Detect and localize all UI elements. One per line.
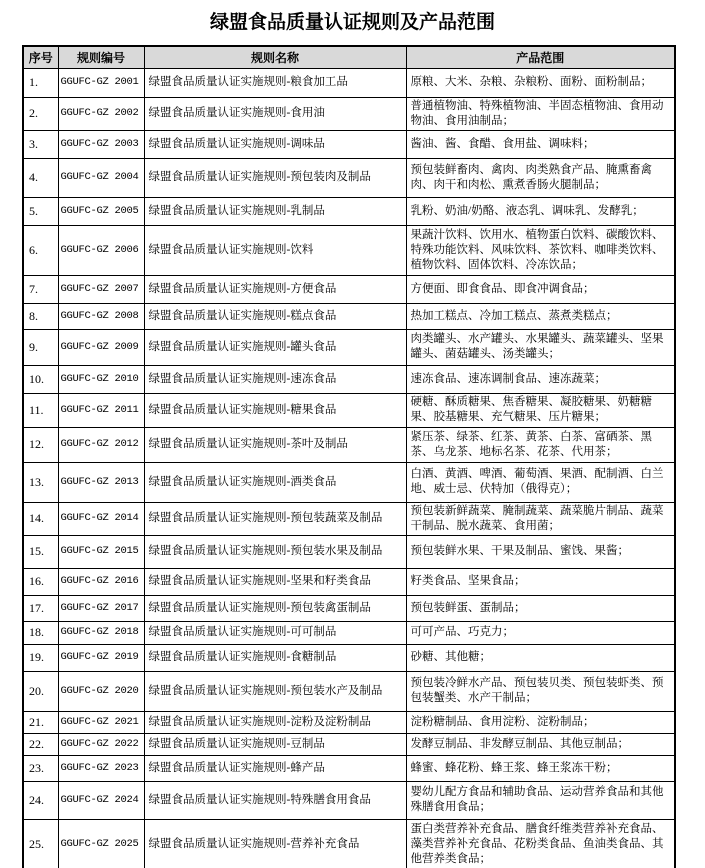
cell-rule-code: GGUFC-GZ 2022 xyxy=(58,733,144,755)
cell-rule-name: 绿盟食品质量认证实施规则-粮食加工品 xyxy=(144,68,406,97)
cell-serial: 6. xyxy=(23,225,58,275)
cell-rule-code: GGUFC-GZ 2025 xyxy=(58,819,144,868)
cell-rule-name: 绿盟食品质量认证实施规则-乳制品 xyxy=(144,197,406,225)
cell-product-scope: 原粮、大米、杂粮、杂粮粉、面粉、面粉制品； xyxy=(406,68,675,97)
cell-product-scope: 蛋白类营养补充食品、膳食纤维类营养补充食品、藻类营养补充食品、花粉类食品、鱼油类食品、其他营养类食品； xyxy=(406,819,675,868)
cell-product-scope: 预包装鲜蛋、蛋制品； xyxy=(406,595,675,621)
cell-serial: 16. xyxy=(23,568,58,595)
cell-product-scope: 肉类罐头、水产罐头、水果罐头、蔬菜罐头、坚果罐头、菌菇罐头、汤类罐头； xyxy=(406,329,675,365)
cell-rule-code: GGUFC-GZ 2024 xyxy=(58,781,144,819)
cell-rule-name: 绿盟食品质量认证实施规则-糖果食品 xyxy=(144,393,406,427)
cell-serial: 5. xyxy=(23,197,58,225)
table-row xyxy=(23,755,675,781)
cell-serial: 9. xyxy=(23,329,58,365)
table-row xyxy=(23,711,675,733)
cell-serial: 2. xyxy=(23,97,58,130)
table-header-row xyxy=(23,46,675,68)
cell-rule-name: 绿盟食品质量认证实施规则-可可制品 xyxy=(144,621,406,644)
table-row xyxy=(23,781,675,819)
table-row xyxy=(23,158,675,197)
table-row xyxy=(23,97,675,130)
cell-rule-name: 绿盟食品质量认证实施规则-糕点食品 xyxy=(144,303,406,329)
cell-rule-code: GGUFC-GZ 2008 xyxy=(58,303,144,329)
cell-rule-code: GGUFC-GZ 2017 xyxy=(58,595,144,621)
table-row xyxy=(23,568,675,595)
cell-serial: 7. xyxy=(23,275,58,303)
cell-product-scope: 酱油、酱、食醋、食用盐、调味料； xyxy=(406,130,675,158)
cell-rule-name: 绿盟食品质量认证实施规则-预包装水果及制品 xyxy=(144,535,406,568)
cell-serial: 4. xyxy=(23,158,58,197)
table-row xyxy=(23,595,675,621)
table-row xyxy=(23,819,675,868)
cell-rule-code: GGUFC-GZ 2001 xyxy=(58,68,144,97)
cell-rule-code: GGUFC-GZ 2006 xyxy=(58,225,144,275)
table-row xyxy=(23,462,675,502)
cell-rule-name: 绿盟食品质量认证实施规则-罐头食品 xyxy=(144,329,406,365)
cell-product-scope: 普通植物油、特殊植物油、半固态植物油、食用动物油、食用油制品； xyxy=(406,97,675,130)
table-row xyxy=(23,535,675,568)
table-row xyxy=(23,393,675,427)
table-row xyxy=(23,427,675,462)
cell-rule-name: 绿盟食品质量认证实施规则-方便食品 xyxy=(144,275,406,303)
table-row xyxy=(23,225,675,275)
table-row xyxy=(23,671,675,711)
col-header-product-scope: 产品范围 xyxy=(406,46,675,68)
cell-serial: 1. xyxy=(23,68,58,97)
cell-rule-code: GGUFC-GZ 2018 xyxy=(58,621,144,644)
table-row xyxy=(23,130,675,158)
cell-product-scope: 果蔬汁饮料、饮用水、植物蛋白饮料、碳酸饮料、特殊功能饮料、风味饮料、茶饮料、咖啡类饮料、植物饮料、固体饮料、冷冻饮品； xyxy=(406,225,675,275)
cell-rule-name: 绿盟食品质量认证实施规则-豆制品 xyxy=(144,733,406,755)
table-row xyxy=(23,275,675,303)
cell-serial: 10. xyxy=(23,365,58,393)
table-row xyxy=(23,329,675,365)
col-header-serial: 序号 xyxy=(23,46,58,68)
cell-serial: 18. xyxy=(23,621,58,644)
cell-serial: 13. xyxy=(23,462,58,502)
cell-product-scope: 速冻食品、速冻调制食品、速冻蔬菜； xyxy=(406,365,675,393)
col-header-rule-code: 规则编号 xyxy=(58,46,144,68)
cell-rule-name: 绿盟食品质量认证实施规则-预包装禽蛋制品 xyxy=(144,595,406,621)
table-row xyxy=(23,502,675,535)
cell-rule-name: 绿盟食品质量认证实施规则-特殊膳食用食品 xyxy=(144,781,406,819)
cell-rule-code: GGUFC-GZ 2015 xyxy=(58,535,144,568)
cell-product-scope: 发酵豆制品、非发酵豆制品、其他豆制品； xyxy=(406,733,675,755)
col-header-rule-name: 规则名称 xyxy=(144,46,406,68)
cell-rule-code: GGUFC-GZ 2010 xyxy=(58,365,144,393)
cell-product-scope: 预包装鲜畜肉、禽肉、肉类熟食产品、腌熏畜禽肉、肉干和肉松、熏煮香肠火腿制品； xyxy=(406,158,675,197)
cell-rule-code: GGUFC-GZ 2020 xyxy=(58,671,144,711)
cell-rule-code: GGUFC-GZ 2023 xyxy=(58,755,144,781)
certification-rules-table xyxy=(22,45,676,868)
cell-rule-code: GGUFC-GZ 2005 xyxy=(58,197,144,225)
cell-rule-name: 绿盟食品质量认证实施规则-预包装肉及制品 xyxy=(144,158,406,197)
cell-serial: 22. xyxy=(23,733,58,755)
cell-rule-name: 绿盟食品质量认证实施规则-预包装水产及制品 xyxy=(144,671,406,711)
cell-product-scope: 预包装冷鲜水产品、预包装贝类、预包装虾类、预包装蟹类、水产干制品； xyxy=(406,671,675,711)
cell-rule-name: 绿盟食品质量认证实施规则-食用油 xyxy=(144,97,406,130)
cell-product-scope: 硬糖、酥质糖果、焦香糖果、凝胶糖果、奶糖糖果、胶基糖果、充气糖果、压片糖果； xyxy=(406,393,675,427)
table-row xyxy=(23,303,675,329)
cell-rule-code: GGUFC-GZ 2002 xyxy=(58,97,144,130)
cell-serial: 25. xyxy=(23,819,58,868)
cell-rule-code: GGUFC-GZ 2013 xyxy=(58,462,144,502)
cell-rule-name: 绿盟食品质量认证实施规则-预包装蔬菜及制品 xyxy=(144,502,406,535)
cell-product-scope: 预包装鲜水果、干果及制品、蜜饯、果酱； xyxy=(406,535,675,568)
cell-product-scope: 婴幼儿配方食品和辅助食品、运动营养食品和其他殊膳食用食品； xyxy=(406,781,675,819)
cell-rule-code: GGUFC-GZ 2012 xyxy=(58,427,144,462)
cell-product-scope: 预包装新鲜蔬菜、腌制蔬菜、蔬菜脆片制品、蔬菜干制品、脱水蔬菜、食用菌； xyxy=(406,502,675,535)
cell-rule-code: GGUFC-GZ 2007 xyxy=(58,275,144,303)
cell-product-scope: 乳粉、奶油/奶酪、液态乳、调味乳、发酵乳； xyxy=(406,197,675,225)
cell-product-scope: 淀粉糖制品、食用淀粉、淀粉制品； xyxy=(406,711,675,733)
cell-product-scope: 热加工糕点、冷加工糕点、蒸煮类糕点； xyxy=(406,303,675,329)
table-row xyxy=(23,621,675,644)
table-row xyxy=(23,365,675,393)
cell-serial: 21. xyxy=(23,711,58,733)
cell-serial: 3. xyxy=(23,130,58,158)
table-row xyxy=(23,644,675,671)
cell-product-scope: 砂糖、其他糖； xyxy=(406,644,675,671)
cell-product-scope: 紧压茶、绿茶、红茶、黄茶、白茶、富硒茶、黑茶、乌龙茶、地标名茶、花茶、代用茶； xyxy=(406,427,675,462)
cell-rule-name: 绿盟食品质量认证实施规则-调味品 xyxy=(144,130,406,158)
cell-serial: 11. xyxy=(23,393,58,427)
cell-serial: 12. xyxy=(23,427,58,462)
cell-product-scope: 白酒、黄酒、啤酒、葡萄酒、果酒、配制酒、白兰地、威士忌、伏特加（俄得克）； xyxy=(406,462,675,502)
cell-rule-name: 绿盟食品质量认证实施规则-速冻食品 xyxy=(144,365,406,393)
cell-serial: 23. xyxy=(23,755,58,781)
cell-serial: 19. xyxy=(23,644,58,671)
cell-rule-code: GGUFC-GZ 2021 xyxy=(58,711,144,733)
cell-rule-code: GGUFC-GZ 2004 xyxy=(58,158,144,197)
table-row xyxy=(23,733,675,755)
cell-rule-code: GGUFC-GZ 2016 xyxy=(58,568,144,595)
table-row xyxy=(23,197,675,225)
table-row xyxy=(23,68,675,97)
cell-rule-name: 绿盟食品质量认证实施规则-饮料 xyxy=(144,225,406,275)
cell-rule-code: GGUFC-GZ 2003 xyxy=(58,130,144,158)
cell-rule-name: 绿盟食品质量认证实施规则-坚果和籽类食品 xyxy=(144,568,406,595)
cell-serial: 14. xyxy=(23,502,58,535)
cell-rule-name: 绿盟食品质量认证实施规则-蜂产品 xyxy=(144,755,406,781)
cell-rule-name: 绿盟食品质量认证实施规则-茶叶及制品 xyxy=(144,427,406,462)
cell-rule-code: GGUFC-GZ 2009 xyxy=(58,329,144,365)
cell-rule-name: 绿盟食品质量认证实施规则-酒类食品 xyxy=(144,462,406,502)
cell-serial: 8. xyxy=(23,303,58,329)
cell-rule-code: GGUFC-GZ 2019 xyxy=(58,644,144,671)
cell-serial: 15. xyxy=(23,535,58,568)
cell-rule-name: 绿盟食品质量认证实施规则-淀粉及淀粉制品 xyxy=(144,711,406,733)
page-title: 绿盟食品质量认证规则及产品范围 xyxy=(209,12,495,33)
cell-rule-name: 绿盟食品质量认证实施规则-食糖制品 xyxy=(144,644,406,671)
cell-rule-name: 绿盟食品质量认证实施规则-营养补充食品 xyxy=(144,819,406,868)
cell-serial: 17. xyxy=(23,595,58,621)
cell-serial: 24. xyxy=(23,781,58,819)
cell-rule-code: GGUFC-GZ 2011 xyxy=(58,393,144,427)
cell-product-scope: 蜂蜜、蜂花粉、蜂王浆、蜂王浆冻干粉； xyxy=(406,755,675,781)
cell-rule-code: GGUFC-GZ 2014 xyxy=(58,502,144,535)
cell-product-scope: 籽类食品、坚果食品； xyxy=(406,568,675,595)
cell-product-scope: 可可产品、巧克力； xyxy=(406,621,675,644)
cell-product-scope: 方便面、即食食品、即食冲调食品； xyxy=(406,275,675,303)
cell-serial: 20. xyxy=(23,671,58,711)
